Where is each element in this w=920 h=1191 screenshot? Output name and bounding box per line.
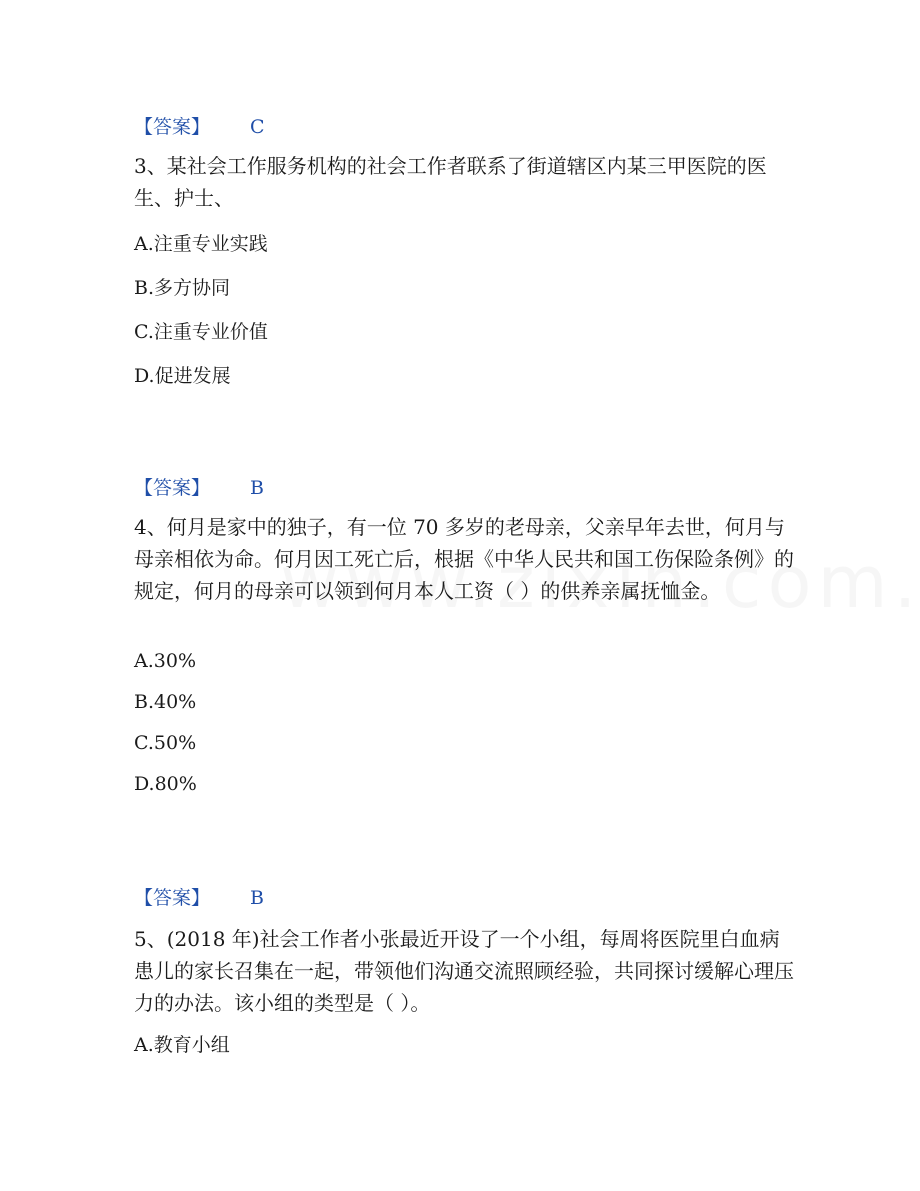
answer-line <box>134 473 264 500</box>
question-stem: 5、(2018 年)社会工作者小张最近开设了一个小组，每周将医院里白血病患儿的家长召集在一起，带领他们沟通交流照顾经验，共同探讨缓解心理压力的办法。该小组的类型是（ ）。 <box>134 927 794 1015</box>
answer-letter: B <box>250 477 264 499</box>
option-a: A.注重专业实践 <box>134 233 268 255</box>
answer-label: 【答案】 <box>134 116 211 138</box>
option-a: A.30% <box>134 650 196 672</box>
answer-label: 【答案】 <box>134 477 211 499</box>
option-d: D.80% <box>134 773 197 795</box>
option-c: C.50% <box>134 732 197 754</box>
option-b: B.多方协同 <box>134 277 231 299</box>
answer-line <box>134 112 265 139</box>
answer-letter: C <box>250 116 265 138</box>
option-c: C.注重专业价值 <box>134 321 268 343</box>
answer-line <box>134 883 264 910</box>
option-a: A.教育小组 <box>134 1034 230 1056</box>
option-b: B.40% <box>134 691 197 713</box>
question-stem: 3、某社会工作服务机构的社会工作者联系了街道辖区内某三甲医院的医生、护士、 <box>134 154 767 210</box>
answer-label: 【答案】 <box>134 887 211 909</box>
question-stem: 4、何月是家中的独子，有一位 70 多岁的老母亲，父亲早年去世，何月与母亲相依为命。何月因工死亡后，根据《中华人民共和国工伤保险条例》的规定，何月的母亲可以领到何月本人工资（ ）的供养亲属抚恤金。 <box>134 515 794 603</box>
answer-letter: B <box>250 887 264 909</box>
option-d: D.促进发展 <box>134 365 231 387</box>
